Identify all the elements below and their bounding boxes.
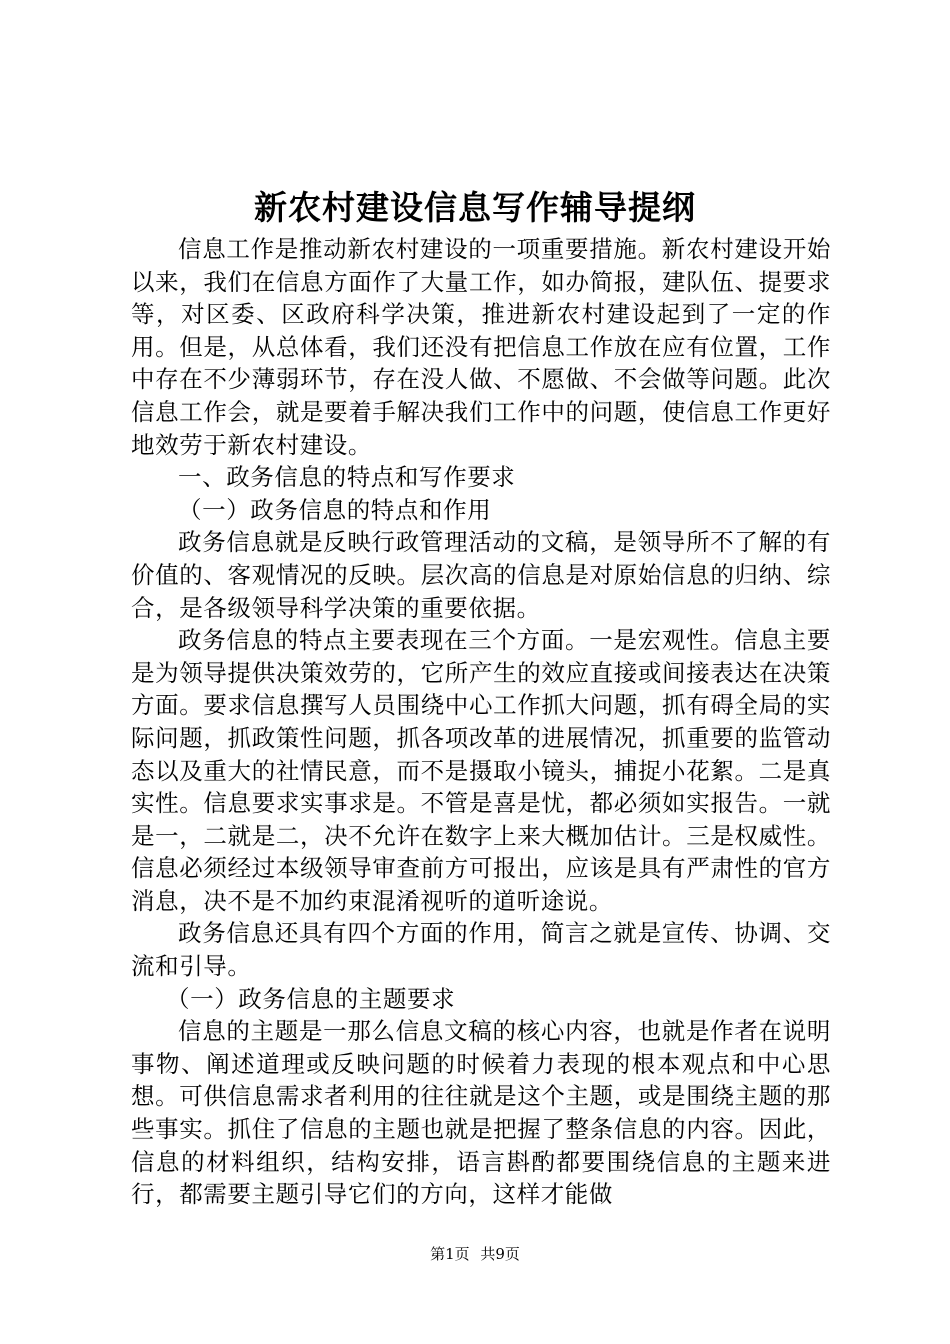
document-title: 新农村建设信息写作辅导提纲	[254, 188, 696, 227]
page-footer	[0, 1243, 950, 1265]
paragraph-features: 政务信息的特点主要表现在三个方面。一是宏观性。信息主要是为领导提供决策效劳的，它所产生的效应直接或间接表达在决策方面。要求信息撰写人员围绕中心工作抓大问题，抓有碍全局的实际问题，抓政策性问题，抓各项改革的进展情况，抓重要的监管动态以及重大的社情民意，而不是摄取小镜头，捕捉小花絮。二是真实性。信息要求实事求是。不管是喜是忧，都必须如实报告。一就是一，二就是二，决不允许在数字上来大概加估计。三是权威性。信息必须经过本级领导审查前方可报出，应该是具有严肃性的官方消息，决不是不加约束混淆视听的道听途说。	[131, 626, 831, 915]
page-number: 第1页	[430, 1245, 470, 1263]
page-total: 共9页	[480, 1245, 520, 1263]
paragraph-functions: 政务信息还具有四个方面的作用，简言之就是宣传、协调、交流和引导。	[131, 919, 831, 981]
subsection-heading-2: （一）政务信息的主题要求	[166, 984, 456, 1013]
section-heading-1: 一、政务信息的特点和写作要求	[178, 463, 516, 492]
subsection-heading-1: （一）政务信息的特点和作用	[178, 495, 492, 524]
paragraph-theme: 信息的主题是一那么信息文稿的核心内容，也就是作者在说明事物、阐述道理或反映问题的时候着力表现的根本观点和中心思想。可供信息需求者利用的往往就是这个主题，或是围绕主题的那些事实。抓住了信息的主题也就是把握了整条信息的内容。因此，信息的材料组织，结构安排，语言斟酌都要围绕信息的主题来进行，都需要主题引导它们的方向，这样才能做	[131, 1017, 831, 1209]
paragraph-definition: 政务信息就是反映行政管理活动的文稿，是领导所不了解的有价值的、客观情况的反映。层次高的信息是对原始信息的归纳、综合，是各级领导科学决策的重要依据。	[131, 528, 831, 622]
paragraph-intro: 信息工作是推动新农村建设的一项重要措施。新农村建设开始以来，我们在信息方面作了大量工作，如办简报，建队伍、提要求等，对区委、区政府科学决策，推进新农村建设起到了一定的作用。但是，从总体看，我们还没有把信息工作放在应有位置，工作中存在不少薄弱环节，存在没人做、不愿做、不会做等问题。此次信息工作会，就是要着手解决我们工作中的问题，使信息工作更好地效劳于新农村建设。	[131, 235, 831, 459]
document-body	[131, 233, 831, 1211]
